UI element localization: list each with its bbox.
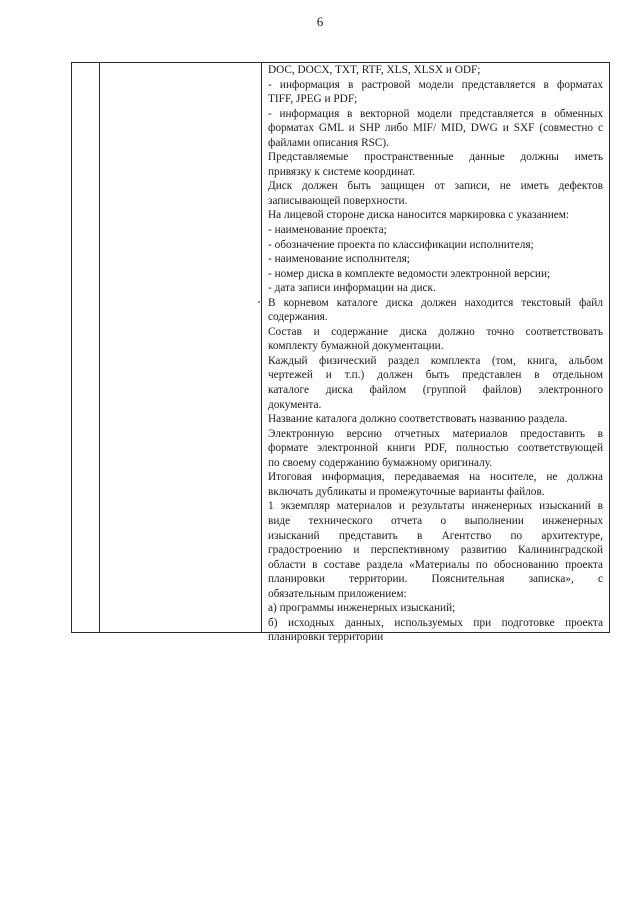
text-line: 1 экземпляр материалов и результаты инженерных изысканий в <box>268 500 603 513</box>
text-line: изысканий представить в Агентство по архитектуре, <box>268 529 603 542</box>
text-line: планировки территории <box>268 631 384 644</box>
text-line: Представляемые пространственные данные должны иметь <box>268 151 603 164</box>
text-line: На лицевой стороне диска наносится маркировка с указанием: <box>268 209 570 222</box>
text-line: чертежей и т.п.) должен быть представлен в отдельном <box>268 369 603 382</box>
text-line: документа. <box>268 398 322 411</box>
text-line: TIFF, JPEG и PDF; <box>268 93 358 106</box>
text-line: комплекту бумажной документации. <box>268 340 444 353</box>
text-line: по своему содержанию бумажному оригиналу. <box>268 456 493 469</box>
scan-speck <box>258 301 260 303</box>
text-line: - номер диска в комплекте ведомости электронной версии; <box>268 267 551 280</box>
text-line: б) исходных данных, используемых при подготовке проекта <box>268 616 603 629</box>
text-line: форматах GML и SHP либо MIF/ MID, DWG и SXF (совместно с <box>268 122 603 135</box>
text-line: обязательным приложением: <box>268 587 407 600</box>
text-line: файлами описания RSC). <box>268 136 390 149</box>
page-number: 6 <box>316 14 324 29</box>
text-line: - наименование исполнителя; <box>268 253 410 266</box>
text-line: формате электронной книги PDF, полностью соответствующей <box>268 442 603 455</box>
text-line: а) программы инженерных изысканий; <box>268 602 456 615</box>
text-line: градостроению и перспективному развитию Калининградской <box>268 544 603 557</box>
text-line: виде технического отчета о выполнении инженерных <box>268 514 603 527</box>
text-line: привязку к системе координат. <box>268 165 415 178</box>
requirements-table <box>71 62 610 644</box>
text-line: - информация в векторной модели представляется в обменных <box>268 107 603 120</box>
text-line: Состав и содержание диска должно точно соответствовать <box>268 325 603 338</box>
text-line: Электронную версию отчетных материалов предоставить в <box>268 427 603 440</box>
text-line: Диск должен быть защищен от записи, не иметь дефектов <box>268 180 603 193</box>
text-line: области в составе раздела «Материалы по обоснованию проекта <box>268 558 603 571</box>
text-line: каталоге диска файлом (группой файлов) электронного <box>268 384 603 397</box>
text-line: Каждый физический раздел комплекта (том, книга, альбом <box>268 354 603 367</box>
text-line: Название каталога должно соответствовать названию раздела. <box>268 413 568 426</box>
text-line: - информация в растровой модели представляется в форматах <box>268 78 603 91</box>
table-column-number <box>72 63 100 632</box>
text-line: Итоговая информация, передаваемая на носителе, не должна <box>268 471 603 484</box>
text-line: DOC, DOCX, TXT, RTF, XLS, XLSX и ODF; <box>268 64 481 76</box>
text-line: содержания. <box>268 311 328 324</box>
text-line: - наименование проекта; <box>268 224 387 237</box>
text-line: - обозначение проекта по классификации исполнителя; <box>268 238 534 251</box>
text-line: записывающей поверхности. <box>268 194 408 207</box>
text-line: - дата записи информации на диск. <box>268 282 436 295</box>
table-column-content <box>262 63 609 644</box>
text-line: В корневом каталоге диска должен находится текстовый файл <box>268 296 603 309</box>
table-column-title <box>100 63 262 632</box>
text-line: включать дубликаты и промежуточные варианты файлов. <box>268 485 545 498</box>
text-line: планировки территории. Пояснительная записка», с <box>268 573 603 586</box>
